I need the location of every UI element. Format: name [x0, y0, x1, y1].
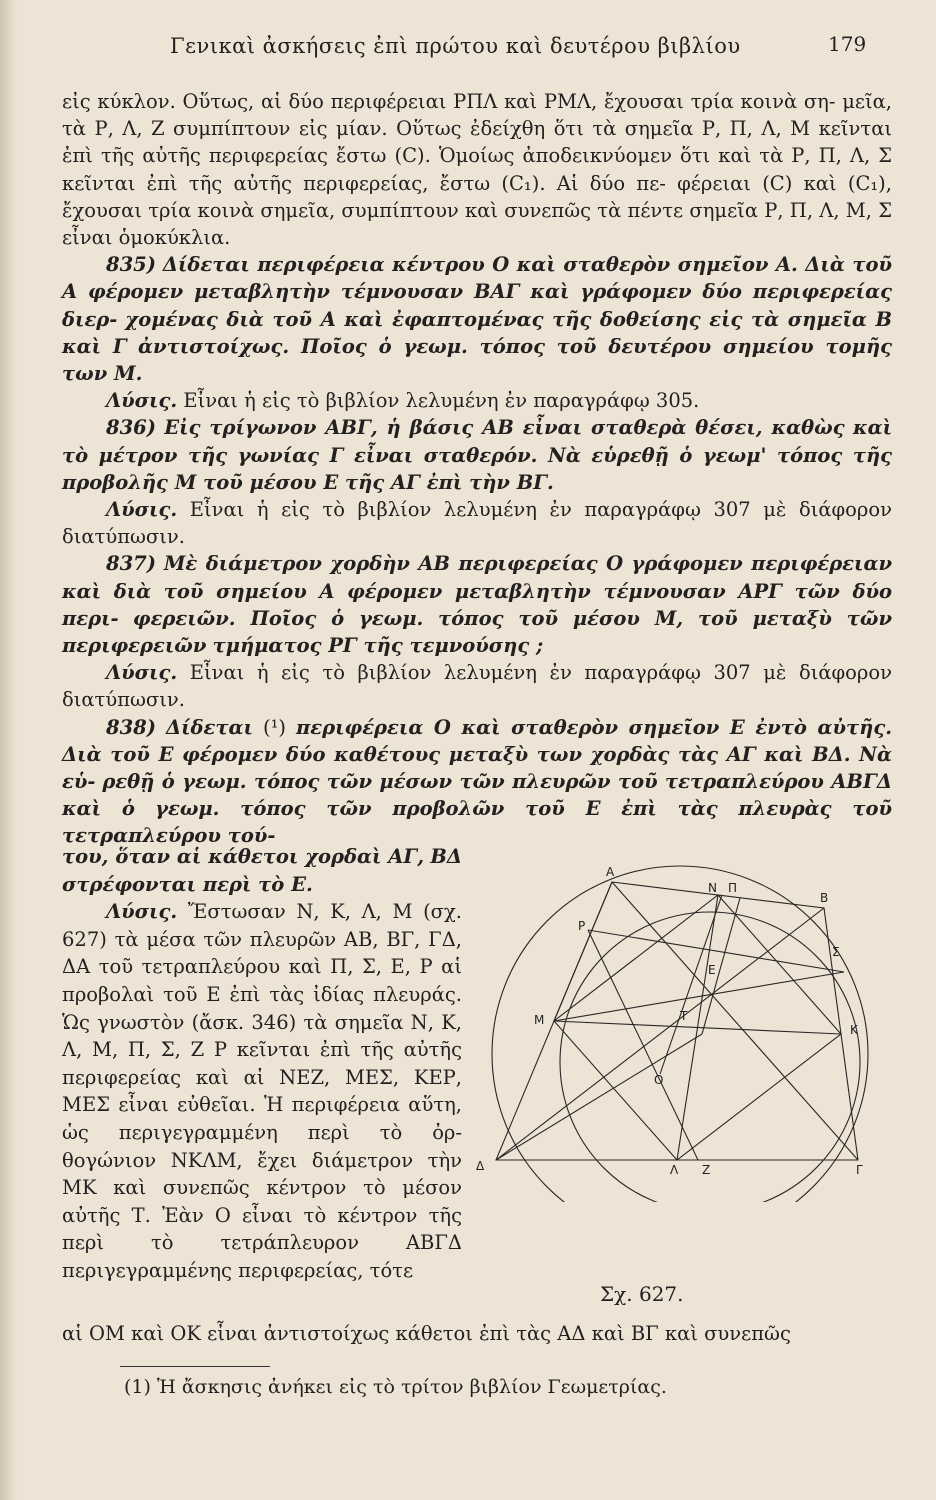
problem-835: 835) Δίδεται περιφέρεια κέντρου Ο καὶ σταθερὸν σημεῖον Α. Διὰ τοῦ Α φέρομεν μεταβλητὴν τέμνουσαν ΒΑΓ καὶ γράφομεν δύο περιφερείας διερ- χομένας διὰ τοῦ Α καὶ ἐφαπτομένας τῆς δοθείσης εἰς τὰ σημεῖα Β καὶ Γ ἀντιστοίχως. Ποῖος ὁ γεωμ. τόπος τοῦ δευτέρου σημείου τομῆς των Μ.: [62, 253, 893, 386]
label-m: M: [534, 1013, 545, 1027]
main-text: [62, 88, 892, 850]
solution-838: Λύσις. Ἔστωσαν Ν, Κ, Λ, Μ (σχ. 627) τὰ μέσα τῶν πλευρῶν ΑΒ, ΒΓ, ΓΔ, ΔΑ τοῦ τετραπλεύρου καὶ Π, Σ, Ε, Ρ αἱ προβολαὶ τοῦ Ε ἐπὶ τὰς ἰδίας πλευράς. Ὡς γνωστὸν (ἄσκ. 346) τὰ σημεῖα Ν, Κ, Λ, Μ, Π, Σ, Ζ Ρ κεῖνται ἐπὶ τῆς αὐτῆς περιφερείας καὶ αἱ ΝΕΖ, ΜΕΣ, ΚΕΡ, ΜΕΣ εἶναι εὐθεῖαι. Ἡ περιφέρεια αὕτη, ὡς περιγεγραμμένη περὶ τὸ ὀρ- θογώνιον ΝΚΛΜ, ἔχει διάμετρον τὴν ΜΚ καὶ συνεπῶς κέντρον τὸ μέσον αὐτῆς Τ. Ἐὰν Ο εἶναι τὸ κέντρον τῆς περὶ τὸ τετράπλευρον ΑΒΓΔ περιγεγραμμένης περιφερείας, τότε: [62, 900, 463, 1282]
footnote-ref: (¹): [262, 715, 287, 739]
label-d: Δ: [476, 1159, 485, 1173]
label-e: E: [708, 963, 716, 977]
solution-835: Λύσις. Εἶναι ἡ εἰς τὸ βιβλίον λελυμένη ἐν παραγράφῳ 305.: [106, 389, 700, 413]
label-l: Λ: [670, 1163, 679, 1177]
label-a: A: [606, 865, 615, 879]
label-p-top: Π: [728, 881, 738, 895]
geometry-figure: [470, 862, 870, 1202]
continuation-paragraph: εἰς κύκλον. Οὕτως, αἱ δύο περιφέρειαι ΡΠΛ καὶ ΡΜΛ, ἔχουσαι τρία κοινὰ ση- μεῖα, τὰ Ρ, Λ, Ζ συμπίπτουν εἰς μίαν. Οὕτως ἐδείχθη ὅτι τὰ σημεῖα Ρ, Π, Λ, Μ κεῖνται ἐπὶ τῆς αὐτῆς περιφερείας ἔστω (C). Ὁμοίως ἀποδεικνύομεν ὅτι καὶ τὰ Ρ, Π, Λ, Σ κεῖνται ἐπὶ τῆς αὐτῆς περιφερείας, ἔστω (C₁). Αἱ δύο πε- φέρειαι (C) καὶ (C₁), ἔχουσαι τρία κοινὰ σημεῖα, συμπίπτουν καὶ συνεπῶς τὰ πέντε σημεῖα Ρ, Π, Λ, Μ, Σ εἶναι ὁμοκύκλια.: [62, 90, 893, 250]
label-k: K: [850, 1023, 858, 1037]
solution-836: Λύσις. Εἶναι ἡ εἰς τὸ βιβλίον λελυμένη ἐν παραγράφῳ 307 μὲ διάφορον διατύπωσιν.: [62, 498, 892, 549]
final-line: αἱ ΟΜ καὶ ΟΚ εἶναι ἀντιστοίχως κάθετοι ἐπὶ τὰς ΑΔ καὶ ΒΓ καὶ συνεπῶς: [62, 1322, 791, 1345]
solution-838-column: του, ὅταν αἱ κάθετοι χορδαὶ ΑΓ, ΒΔ στρέφονται περὶ τὸ Ε. Λύσις. Ἔστωσαν Ν, Κ, Λ, Μ (σχ. 627) τὰ μέσα τῶν πλευρῶν ΑΒ, ΒΓ, ΓΔ, ΔΑ τοῦ τετραπλεύρου καὶ Π, Σ, Ε, Ρ αἱ προβολαὶ τοῦ Ε ἐπὶ τὰς ἰδίας πλευράς. Ὡς γνωστὸν (ἄσκ. 346) τὰ σημεῖα Ν, Κ, Λ, Μ, Π, Σ, Ζ Ρ κεῖνται ἐπὶ τῆς αὐτῆς περιφερείας καὶ αἱ ΝΕΖ, ΜΕΣ, ΚΕΡ, ΜΕΣ εἶναι εὐθεῖαι. Ἡ περιφέρεια αὕτη, ὡς περιγεγραμμένη περὶ τὸ ὀρ- θογώνιον ΝΚΛΜ, ἔχει διάμετρον τὴν ΜΚ καὶ συνεπῶς κέντρον τὸ μέσον αὐτῆς Τ. Ἐὰν Ο εἶναι τὸ κέντρον τῆς περὶ τὸ τετράπλευρον ΑΒΓΔ περιγεγραμμένης περιφερείας, τότε: [62, 843, 462, 1285]
label-r: P: [578, 919, 586, 933]
running-header: Γενικαὶ ἀσκήσεις ἐπὶ πρώτου καὶ δευτέρου βιβλίου: [170, 34, 741, 58]
page-binding-edge: [0, 0, 18, 1500]
label-s: Σ: [832, 945, 840, 959]
problem-837: 837) Μὲ διάμετρον χορδὴν ΑΒ περιφερείας Ο γράφομεν περιφέρειαν καὶ διὰ τοῦ σημείου Α φέρομεν μεταβλητὴν τέμνουσαν ΑΡΓ τῶν δύο περι- φερειῶν. Ποῖος ὁ γεωμ. τόπος τοῦ μέσου Μ, τοῦ μεταξὺ τῶν περιφερειῶν τμήματος ΡΓ τῆς τεμνούσης ;: [62, 552, 893, 658]
label-o: O: [654, 1073, 664, 1087]
label-n: N: [708, 881, 717, 895]
inner-circle: [560, 912, 860, 1202]
footnote-rule: [120, 1366, 270, 1367]
solution-837: Λύσις. Εἶναι ἡ εἰς τὸ βιβλίον λελυμένη ἐν παραγράφῳ 307 μὲ διάφορον διατύπωσιν.: [62, 661, 892, 712]
page-number: 179: [828, 32, 867, 56]
footnote: (1) Ἡ ἄσκησις ἀνήκει εἰς τὸ τρίτον βιβλίον Γεωμετρίας.: [124, 1376, 667, 1398]
label-g: Γ: [856, 1163, 863, 1177]
problem-836: 836) Εἰς τρίγωνον ΑΒΓ, ἡ βάσις ΑΒ εἶναι σταθερὰ θέσει, καθὼς καὶ τὸ μέτρον τῆς γωνίας Γ εἶναι σταθερόν. Νὰ εὑρεθῇ ὁ γεωμ' τόπος τῆς προβολῆς Μ τοῦ μέσου Ε τῆς ΑΓ ἐπὶ τὴν ΒΓ.: [62, 416, 893, 494]
label-t: T: [680, 1009, 688, 1023]
problem-838: 838) Δίδεται (¹) περιφέρεια Ο καὶ σταθερὸν σημεῖον Ε ἐντὸ αὐτῆς. Διὰ τοῦ Ε φέρομεν δύο καθέτους μεταξὺ των χορδὰς τὰς ΑΓ καὶ ΒΔ. Νὰ εὑ- ρεθῇ ὁ γεωμ. τόπος τῶν μέσων τῶν πλευρῶν τοῦ τετραπλεύρου ΑΒΓΔ καὶ ὁ γεωμ. τόπος τῶν προβολῶν τοῦ Ε ἐπὶ τὰς πλευρὰς τοῦ τετραπλεύρου τού-: [62, 715, 893, 848]
figure-caption: Σχ. 627.: [600, 1282, 684, 1306]
label-b: B: [820, 891, 829, 905]
label-z: Z: [702, 1163, 711, 1177]
